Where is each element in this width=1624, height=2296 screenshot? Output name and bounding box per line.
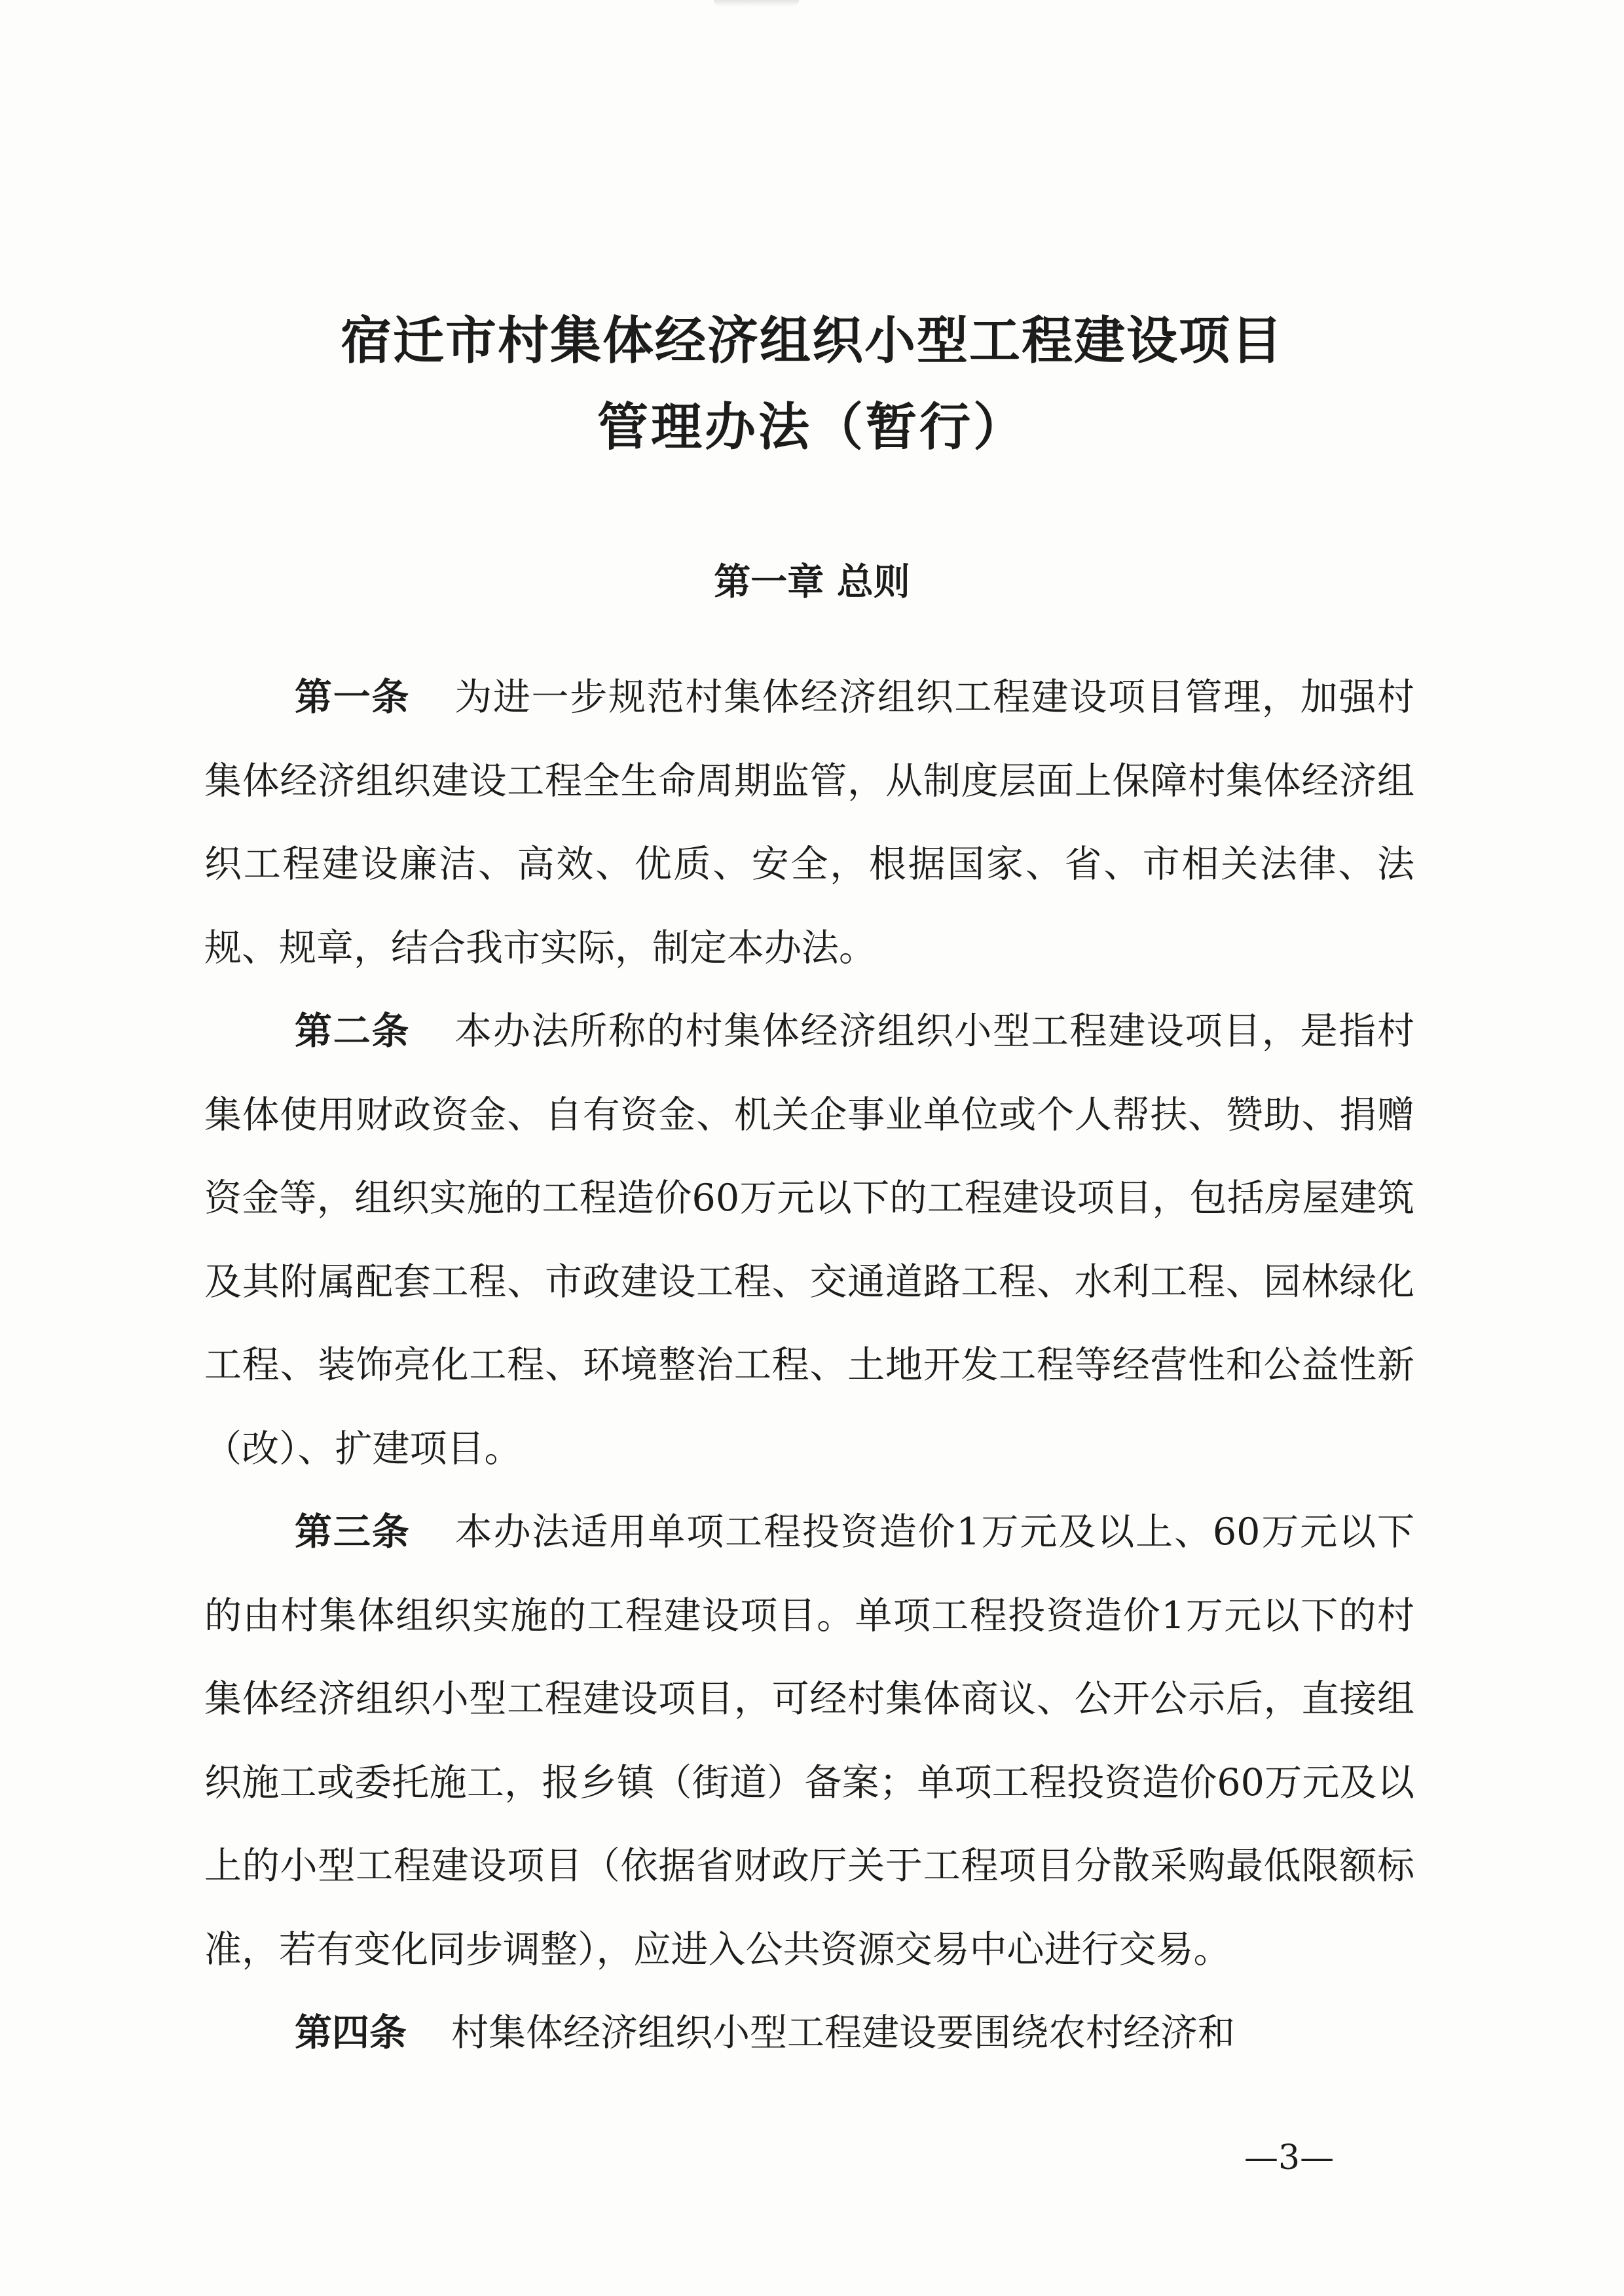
article-1 [204, 656, 1414, 990]
article-2 [204, 990, 1414, 1491]
page-number: —3— [1244, 2138, 1335, 2178]
article-label: 第二条 [295, 1010, 411, 1053]
document-title-line-2: 管理办法（暂行） [597, 398, 1027, 457]
article-text: 本办法适用单项工程投资造价1万元及以上、60万元以下的由村集体组织实施的工程建设项目。单项工程投资造价1万元以下的村集体经济组织小型工程建设项目，可经村集体商议、公开公示后，直接组织施工或委托施工，报乡镇（街道）备案；单项工程投资造价60万元及以上的小型工程建设项目（依据省财政厅关于工程项目分散采购最低限额标准，若有变化同步调整），应进入公共资源交易中心进行交易。 [204, 1510, 1415, 1971]
article-3 [204, 1491, 1414, 1992]
article-4 [204, 1992, 1414, 2075]
article-label: 第四条 [295, 2011, 407, 2054]
article-label: 第一条 [295, 676, 411, 719]
article-text: 为进一步规范村集体经济组织工程建设项目管理，加强村集体经济组织建设工程全生命周期监管，从制度层面上保障村集体经济组织工程建设廉洁、高效、优质、安全，根据国家、省、市相关法律、法规、规章，结合我市实际，制定本办法。 [204, 676, 1415, 970]
article-text: 村集体经济组织小型工程建设要围绕农村经济和 [451, 2011, 1235, 2054]
document-title-line-1: 宿迁市村集体经济组织小型工程建设项目 [340, 312, 1283, 371]
article-text: 本办法所称的村集体经济组织小型工程建设项目，是指村集体使用财政资金、自有资金、机关企事业单位或个人帮扶、赞助、捐赠资金等，组织实施的工程造价60万元以下的工程建设项目，包括房屋建筑及其附属配套工程、市政建设工程、交通道路工程、水利工程、园林绿化工程、装饰亮化工程、环境整治工程、土地开发工程等经营性和公益性新（改）、扩建项目。 [204, 1010, 1415, 1470]
article-label: 第三条 [295, 1510, 411, 1554]
chapter-heading: 第一章 总则 [714, 561, 910, 604]
document-body [204, 656, 1414, 2075]
scan-artifact [714, 0, 799, 7]
